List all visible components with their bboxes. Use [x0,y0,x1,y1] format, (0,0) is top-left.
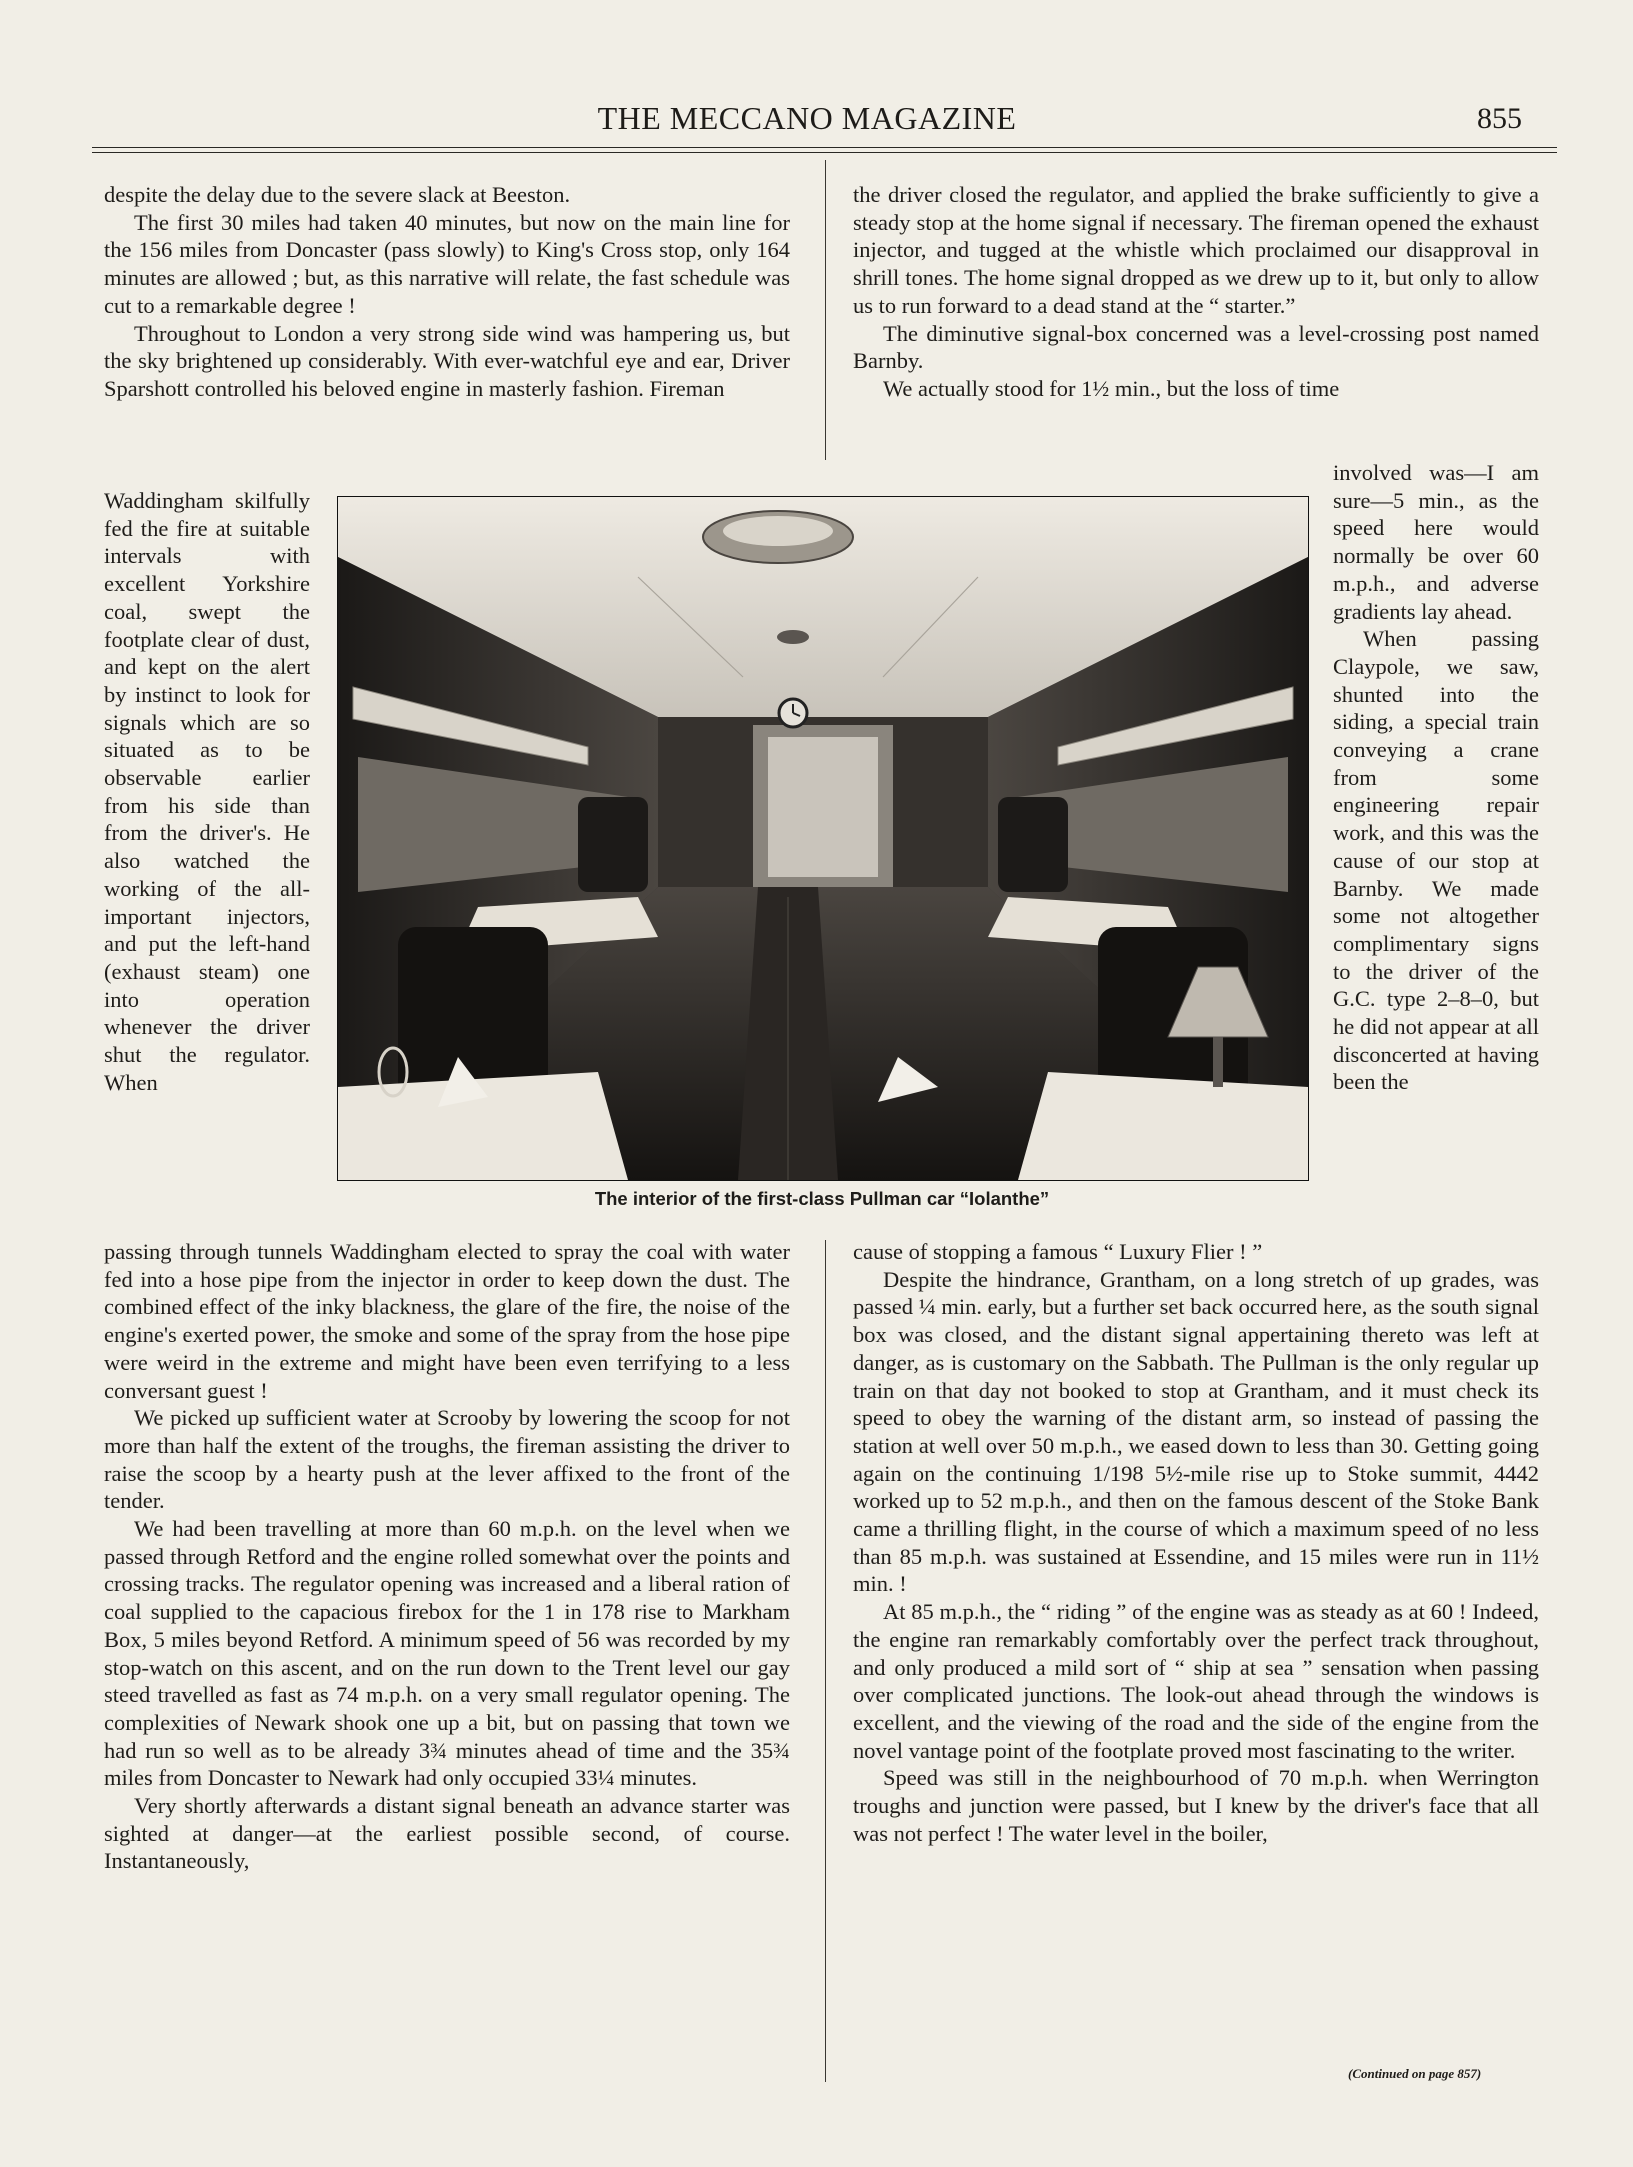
header-rule-double [92,152,1557,153]
paragraph: Very shortly afterwards a distant signal beneath an advance starter was sighted at danger—at the earliest possible second, of course. Instantaneously, [104,1793,790,1874]
paragraph: passing through tunnels Waddingham elected to spray the coal with water fed into a hose pipe from the injector in order to keep down the dust. The combined effect of the inky blackness, the glare of the fire, the noise of the engine's exerted power, the smoke and some of the spray from the hose pipe were weird in the extreme and might have been even terrifying to a less conversant guest ! [104,1239,790,1403]
left-chair-far [578,797,648,892]
text-left-narrow [104,487,310,1096]
text-bottom-right [853,1238,1539,1847]
right-table-near [1018,1072,1308,1180]
photo-caption: The interior of the first-class Pullman car “Iolanthe” [594,1188,1050,1209]
header-rule [92,147,1557,148]
paragraph: despite the delay due to the severe slack at Beeston. [104,182,571,207]
paragraph: Despite the hindrance, Grantham, on a long stretch of up grades, was passed ¼ min. early, but a further set back occurred here, as the south signal box was closed, and the distant signal appertaining thereto was left at danger, as is customary on the Sabbath. The Pullman is the only regular up train on that day not booked to stop at Grantham, and it must check its speed to obey the warning of the distant arm, so instead of passing the station at well over 50 m.p.h., we eased down to less than 30. Getting going again on the continuing 1/198 5½-mile rise up to Stoke summit, 4442 worked up to 52 m.p.h., and then on the famous descent of the Stoke Bank came a thrilling flight, in the course of which a maximum speed of no less than 85 m.p.h. was sustained at Essendine, and 15 miles were run in 11½ min. ! [853,1266,1539,1597]
paragraph: When passing Claypole, we saw, shunted into the siding, a special train conveying a crane from some engineering repair work, and this was the cause of our stop at Barnby. We made some not altogether complimentary signs to the driver of the G.C. type 2–8–0, but he did not appear at all disconcerted at having been the [1333,626,1539,1095]
paragraph: Waddingham skilfully fed the fire at suitable intervals with excellent Yorkshire coal, swept the footplate clear of dust, and kept on the alert by instinct to look for signals which are so situated as to be observable earlier from his side than from the driver's. He also watched the working of the all-important injectors, and put the left-hand (exhaust steam) one into operation whenever the driver shut the regulator. When [104,488,310,1095]
column-divider-top [825,160,826,460]
paragraph: involved was—I am sure—5 min., as the speed here would normally be over 60 m.p.h., and adverse gradients lay ahead. [1333,460,1539,624]
paragraph: the driver closed the regulator, and applied the brake sufficiently to give a steady stop at the home signal if necessary. The fireman opened the exhaust injector, and tugged at the whistle which proclaimed our disapproval in shrill tones. The home signal dropped as we drew up to it, but only to allow us to run forward to a dead stand at the “ starter.” [853,182,1539,318]
paragraph: We had been travelling at more than 60 m.p.h. on the level when we passed through Retford and the engine rolled somewhat over the points and crossing tracks. The regulator opening was increased and a liberal ration of coal supplied to the capacious firebox for the 1 in 178 rise to Markham Box, 5 miles beyond Retford. A minimum speed of 56 was recorded by my stop-watch on this ascent, and on the run down to the Trent level our gay steed travelled as fast as 74 m.p.h. on a very small regulator opening. The complexities of Newark shook one up a bit, but on passing that town we had run so well as to be already 3¾ minutes ahead of time and the 35¾ miles from Doncaster to Newark had only occupied 33¼ minutes. [104,1516,790,1791]
running-header [92,100,1522,144]
column-divider-bottom [825,1240,826,2082]
text-top-left [104,181,790,403]
text-top-right [853,181,1539,403]
continued-note: (Continued on page 857) [1348,2066,1482,2081]
paragraph: Throughout to London a very strong side wind was hampering us, but the sky brightened up considerably. With ever-watchful eye and ear, Driver Sparshott controlled his beloved engine in masterly fashion. Fireman [104,320,790,401]
paragraph: We actually stood for 1½ min., but the loss of time [883,375,1340,401]
right-chair-far [998,797,1068,892]
text-bottom-left [104,1238,790,1875]
paragraph: At 85 m.p.h., the “ riding ” of the engine was as steady as at 60 ! Indeed, the engine ran remarkably comfortably over the perfect track throughout, and only produced a mild sort of “ ship at sea ” sensation when passing over complicated junctions. The look-out ahead through the windows is excellent, and the viewing of the road and the side of the engine from the novel vantage point of the footplate proved most fascinating to the writer. [853,1599,1539,1763]
paragraph: We picked up sufficient water at Scrooby by lowering the scoop for not more than half the extent of the troughs, the fireman assisting the driver to raise the scoop by a hearty push at the lever affixed to the front of the tender. [104,1405,790,1514]
pullman-car-photo [337,496,1309,1181]
magazine-title: THE MECCANO MAGAZINE [597,100,1017,136]
paragraph: cause of stopping a famous “ Luxury Flier ! ” [853,1239,1263,1264]
paragraph: Speed was still in the neighbourhood of 70 m.p.h. when Werrington troughs and junction were passed, but I knew by the driver's face that all was not perfect ! The water level in the boiler, [853,1765,1539,1846]
text-right-narrow [1333,459,1539,1096]
paragraph: The first 30 miles had taken 40 minutes, but now on the main line for the 156 miles from Doncaster (pass slowly) to King's Cross stop, only 164 minutes are allowed ; but, as this narrative will relate, the fast schedule was cut to a remarkable degree ! [104,209,790,318]
paragraph: The diminutive signal-box concerned was a level-crossing post named Barnby. [853,320,1539,374]
page-number: 855 [1477,102,1522,135]
